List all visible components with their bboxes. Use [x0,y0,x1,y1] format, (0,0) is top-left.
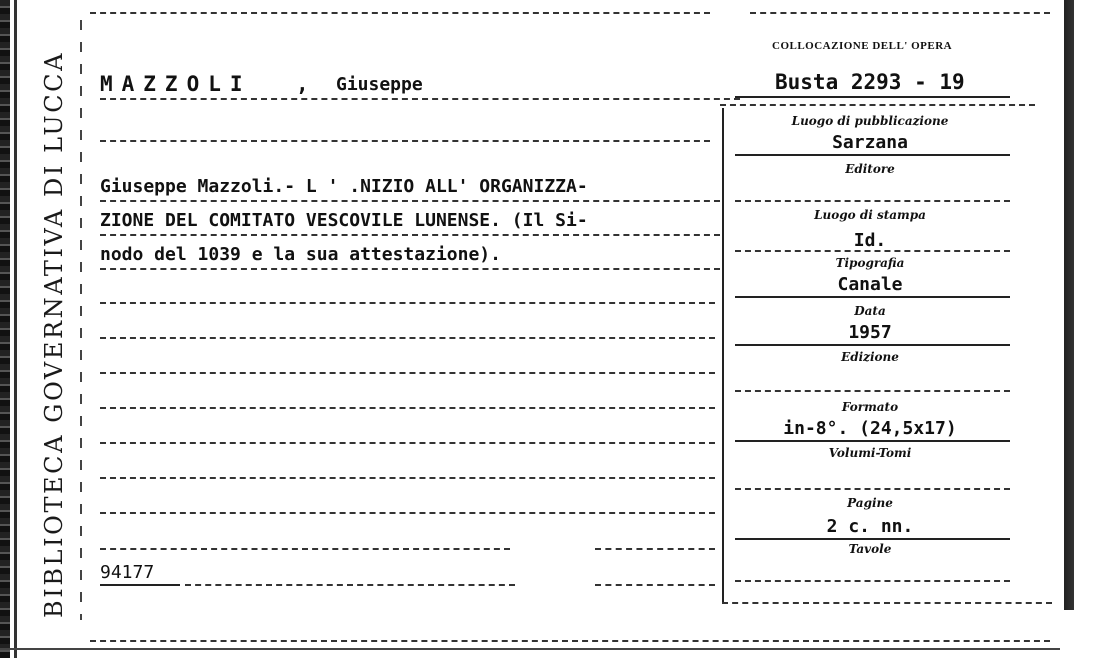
value-tipografia: Canale [837,274,903,295]
value-luogo-pubblicazione: Sarzana [832,132,908,153]
field-rule [735,250,1010,252]
ruled-line [595,548,715,550]
field-rule [735,296,1010,298]
library-spine-label [28,18,68,618]
author-given-name: Giuseppe [336,74,423,95]
box-bottom-rule [722,602,1052,604]
title-rule-3 [100,268,720,270]
ruled-line [100,442,715,444]
top-rule [90,12,710,14]
field-rule [735,538,1010,540]
title-line-1: Giuseppe Mazzoli.- L ' .NIZIO ALL' ORGANIZZA- [100,176,588,197]
box-divider [722,108,724,603]
ruled-line [100,548,510,550]
title-line-2: ZIONE DEL COMITATO VESCOVILE LUNENSE. (Il Si- [100,210,588,231]
field-rule [735,344,1010,346]
label-tipografia: Tipografia [835,256,905,270]
value-data: 1957 [848,322,892,343]
scan-edge-right [1060,0,1074,610]
field-rule [735,488,1010,490]
author-rule [100,98,740,100]
field-rule [735,154,1010,156]
author-separator: , [296,72,309,96]
scan-edge-left [0,0,10,658]
shelfmark: Busta 2293 - 19 [775,70,965,94]
label-formato: Formato [841,400,899,414]
field-rule [735,580,1010,582]
field-rule [735,440,1010,442]
library-name: BIBLIOTECA GOVERNATIVA DI LUCCA [40,50,68,618]
value-luogo-stampa: Id. [853,230,887,251]
label-volumi-tomi: Volumi-Tomi [828,446,912,460]
title-rule-1 [100,200,720,202]
scan-edge-bottom [0,648,1060,650]
inventory-number: 94177 [100,562,155,583]
field-rule [735,200,1010,202]
collocation-header: COLLOCAZIONE DELL' OPERA [772,40,953,52]
label-tavole: Tavole [848,542,892,556]
label-luogo-stampa: Luogo di stampa [814,208,926,222]
scan-edge-line [14,0,17,658]
inventory-underline [100,584,180,586]
ruled-line [100,477,715,479]
field-rule [735,390,1010,392]
bottom-rule [90,640,1050,642]
margin-line [80,20,82,620]
ruled-line [100,302,715,304]
title-line-3: nodo del 1039 e la sua attestazione). [100,244,501,265]
ruled-line [100,372,715,374]
ruled-line [595,584,715,586]
blank-rule [100,140,710,142]
label-editore: Editore [845,162,895,176]
shelfmark-rule [735,96,1010,98]
title-rule-2 [100,234,720,236]
ruled-line [100,337,715,339]
label-luogo-pubblicazione: Luogo di pubblicazione [791,114,949,128]
box-top-rule [720,104,1035,106]
label-edizione: Edizione [841,350,899,364]
ruled-line [100,512,715,514]
label-pagine: Pagine [847,496,893,510]
author-surname: MAZZOLI [100,72,252,96]
value-formato: in-8°. (24,5x17) [783,418,957,439]
value-pagine: 2 c. nn. [826,516,914,537]
label-data: Data [854,304,886,318]
ruled-line [185,584,515,586]
top-rule-right [750,12,1050,14]
ruled-line [100,407,715,409]
